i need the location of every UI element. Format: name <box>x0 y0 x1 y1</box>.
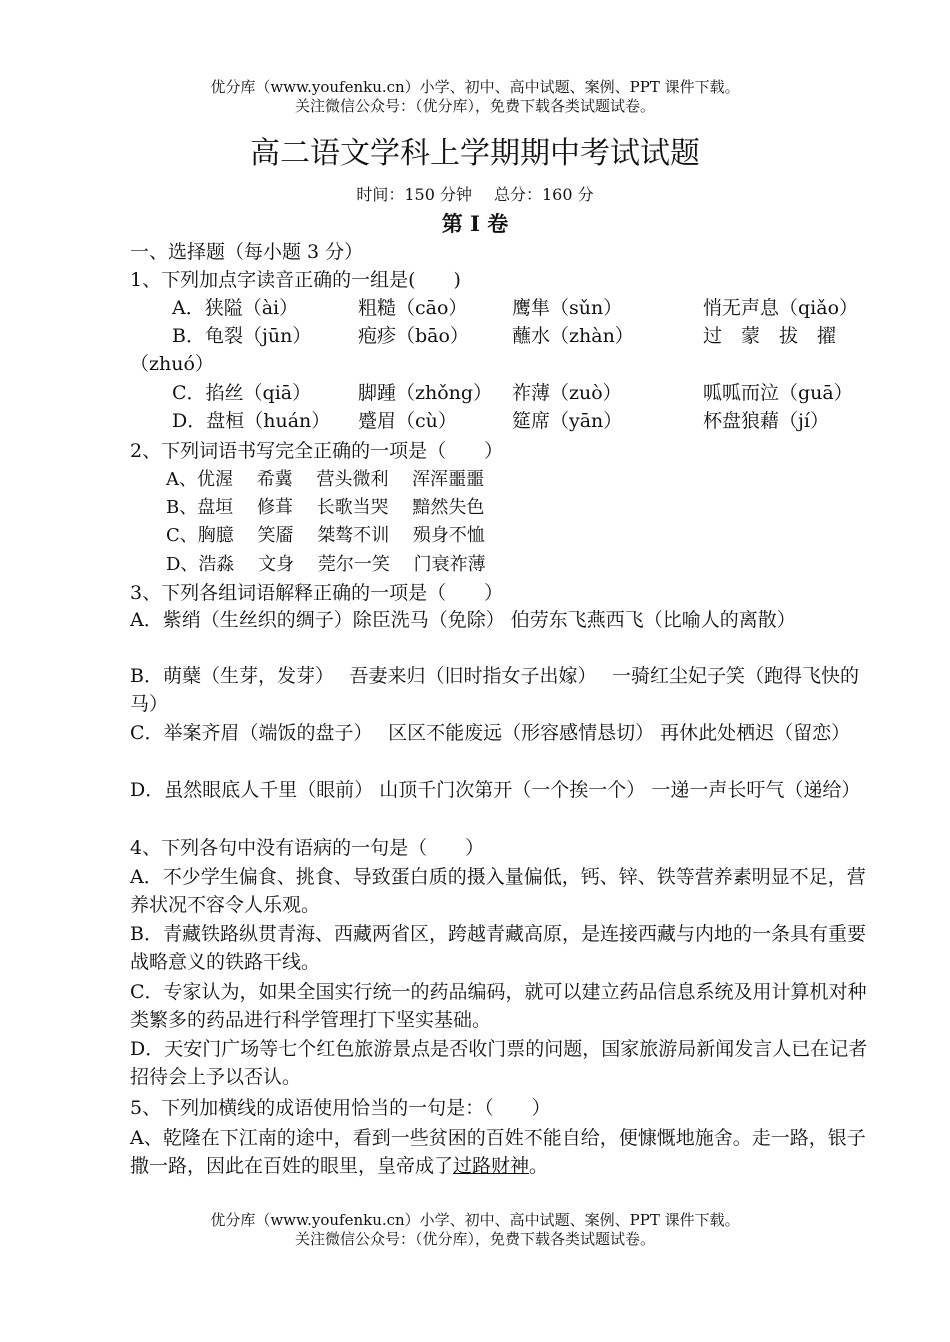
q2-option-a: A、优渥 希冀 营头微利 浑浑噩噩 <box>166 469 485 490</box>
section-heading: 一、选择题（每小题 3 分） <box>130 241 364 263</box>
q5-option-a <box>130 1124 875 1180</box>
q5-option-a-end: 。 <box>529 1155 549 1177</box>
q3-option-d: D．虽然眼底人千里（眼前） 山顶千门次第开（一个挨一个） 一递一声长吁气（递给） <box>130 779 861 801</box>
q1-b-2: 疱疹（bāo） <box>358 325 469 347</box>
q2-option-d: D、浩淼 文身 莞尔一笑 门衰祚薄 <box>166 554 486 575</box>
q1-stem: 1、下列加点字读音正确的一组是( ) <box>130 269 461 291</box>
q2-option-b: B、盘垣 修葺 长歌当哭 黯然失色 <box>166 497 485 518</box>
q2-option-c: C、胸臆 笑靥 桀骜不训 殒身不恤 <box>166 525 485 546</box>
q1-c-2: 脚踵（zhǒng） <box>358 382 493 404</box>
q1-c-3: 祚薄（zuò） <box>512 382 622 404</box>
q5-option-a-text: A、乾隆在下江南的途中，看到一些贫困的百姓不能自给，便慷慨地施舍。走一路，银子撒一路，因此在百姓的眼里，皇帝成了 <box>130 1127 866 1177</box>
q1-a-1: A．狭隘（ài） <box>172 297 299 319</box>
q1-d-2: 蹙眉（cù） <box>358 410 457 432</box>
q1-b-4: 过 蒙 拔 擢 <box>703 325 837 347</box>
q4-option-c: C．专家认为，如果全国实行统一的药品编码，就可以建立药品信息系统及用计算机对种类繁多的药品进行科学管理打下坚实基础。 <box>130 981 867 1031</box>
volume-heading: 第 I 卷 <box>441 211 509 236</box>
exam-time: 时间：150 分钟 <box>356 185 472 204</box>
exam-meta <box>0 184 950 206</box>
footer-line-1: 优分库（www.youfenku.cn）小学、初中、高中试题、案例、PPT 课件下载。 <box>210 1211 740 1229</box>
q1-b-cont: （zhuó） <box>130 353 214 375</box>
q4-option-a: A．不少学生偏食、挑食、导致蛋白质的摄入量偏低，钙、锌、铁等营养素明显不足，营养状况不容令人乐观。 <box>130 866 866 916</box>
q5-stem: 5、下列加横线的成语使用恰当的一句是：（ ） <box>130 1097 551 1119</box>
q1-d-3: 筵席（yān） <box>512 410 623 432</box>
footer-line-2: 关注微信公众号：（优分库），免费下载各类试题试卷。 <box>294 1230 655 1248</box>
q2-stem: 2、下列词语书写完全正确的一项是（ ） <box>130 440 504 462</box>
q4-option-b: B．青藏铁路纵贯青海、西藏两省区，跨越青藏高原，是连接西藏与内地的一条具有重要战略意义的铁路干线。 <box>130 923 866 973</box>
q1-a-4: 悄无声息（qiǎo） <box>703 297 859 319</box>
q1-d-4: 杯盘狼藉（jí） <box>703 410 829 432</box>
q1-a-2: 粗糙（cāo） <box>358 297 468 319</box>
q1-c-1: C．掐丝（qiā） <box>172 382 312 404</box>
exam-title: 高二语文学科上学期期中考试试题 <box>250 136 700 171</box>
q1-b-1: B．龟裂（jūn） <box>172 325 312 347</box>
q1-c-4: 呱呱而泣（guā） <box>703 382 853 404</box>
q1-b-3: 蘸水（zhàn） <box>512 325 634 347</box>
q4-stem: 4、下列各句中没有语病的一句是（ ） <box>130 837 485 859</box>
exam-total: 总分：160 分 <box>494 185 594 204</box>
q1-d-1: D．盘桓（huán） <box>172 410 331 432</box>
q5-option-a-underlined: 过路财神 <box>453 1155 530 1177</box>
header-line-2: 关注微信公众号：（优分库），免费下载各类试题试卷。 <box>294 97 655 115</box>
q3-option-a: A．紫绡（生丝织的绸子）除臣洗马（免除） 伯劳东飞燕西飞（比喻人的离散） <box>130 609 796 631</box>
q4-option-d: D．天安门广场等七个红色旅游景点是否收门票的问题，国家旅游局新闻发言人已在记者招待会上予以否认。 <box>130 1038 868 1088</box>
q3-option-c: C．举案齐眉（端饭的盘子） 区区不能废远（形容感情恳切） 再休此处栖迟（留恋） <box>130 722 851 744</box>
q3-stem: 3、下列各组词语解释正确的一项是（ ） <box>130 582 504 604</box>
header-line-1: 优分库（www.youfenku.cn）小学、初中、高中试题、案例、PPT 课件下载。 <box>210 78 740 96</box>
q3-option-b: B．萌蘖（生芽，发芽） 吾妻来归（旧时指女子出嫁） 一骑红尘妃子笑（跑得飞快的马） <box>130 665 860 715</box>
q1-a-3: 鹰隼（sǔn） <box>512 297 623 319</box>
